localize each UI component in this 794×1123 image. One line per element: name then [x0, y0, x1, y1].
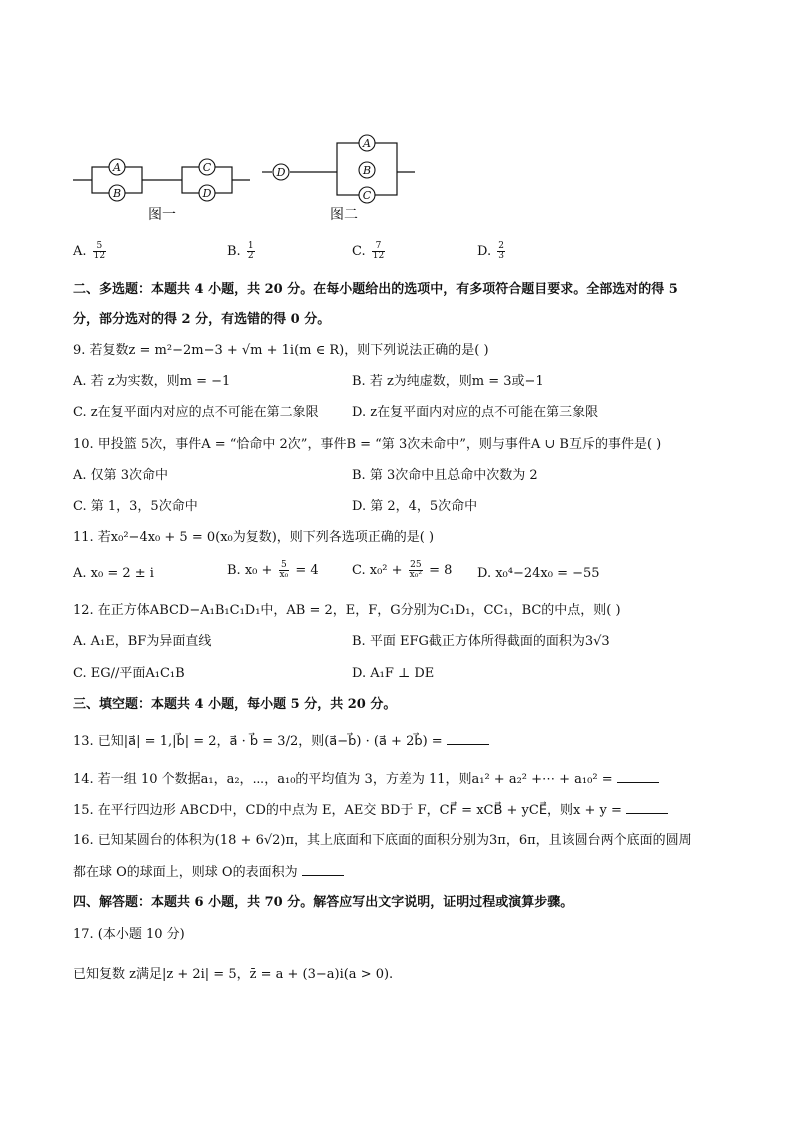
q13-answer-blank[interactable] — [447, 732, 489, 745]
q9-option-a[interactable]: A. 若 z为实数，则m = −1 — [73, 374, 231, 389]
q9-stem: 9. 若复数z = m²−2m−3 + √m + 1i(m ∈ R)，则下列说法正确的是( ) — [73, 343, 489, 358]
q12-option-a[interactable]: A. A₁E，BF为异面直线 — [73, 634, 212, 649]
q9-option-d[interactable]: D. z在复平面内对应的点不可能在第三象限 — [352, 405, 599, 420]
section2-heading-line1: 二、多选题：本题共 4 小题，共 20 分。在每小题给出的选项中，有多项符合题目要求。全部选对的得 5 — [73, 282, 678, 297]
figure-1-caption: 图一 — [148, 207, 176, 223]
q12-option-d[interactable]: D. A₁F ⊥ DE — [352, 666, 435, 681]
figure-2-caption: 图二 — [330, 207, 358, 223]
q15: 15. 在平行四边形 ABCD中，CD的中点为 E，AE交 BD于 F，CF⃗ = xCB⃗ + yCE⃗，则x + y = — [73, 801, 668, 820]
q17-body: 已知复数 z满足|z + 2i| = 5，z̄ = a + (3−a)i(a > 0). — [73, 967, 394, 982]
q10-option-d[interactable]: D. 第 2，4，5次命中 — [352, 499, 478, 514]
label-d-2: D — [276, 166, 286, 179]
label-d-1: D — [202, 187, 212, 200]
q9-option-c[interactable]: C. z在复平面内对应的点不可能在第二象限 — [73, 405, 319, 420]
q15-answer-blank[interactable] — [626, 801, 668, 814]
q8-option-b[interactable]: B. $\frac{1}{2}$ — [227, 241, 254, 261]
q11-stem: 11. 若x₀²−4x₀ + 5 = 0(x₀为复数)，则下列各选项正确的是( ) — [73, 530, 435, 545]
q16-line1: 16. 已知某圆台的体积为(18 + 6√2)π，其上底面和下底面的面积分别为3π，6π，且该圆台两个底面的圆周 — [73, 833, 692, 848]
q14: 14. 若一组 10 个数据a₁，a₂，⋯，a₁₀的平均值为 3，方差为 11，则a₁² + a₂² +⋯ + a₁₀² = — [73, 770, 659, 789]
q10-option-a[interactable]: A. 仅第 3次命中 — [73, 468, 169, 483]
q8-option-a[interactable]: A. $\frac{5}{12}$ — [73, 241, 106, 261]
section2-heading-line2: 分，部分选对的得 2 分，有选错的得 0 分。 — [73, 312, 331, 327]
q9-option-b[interactable]: B. 若 z为纯虚数，则m = 3或−1 — [352, 374, 544, 389]
q11-option-c[interactable]: C. x₀² + $\frac{25}{\text{x₀²}}$ = 8 — [352, 560, 453, 580]
q17-heading: 17. (本小题 10 分) — [73, 927, 185, 942]
label-a-1: A — [113, 161, 121, 174]
label-b-1: B — [112, 187, 122, 200]
q13: 13. 已知|a⃗| = 1,|b⃗| = 2，a⃗ · b⃗ = 3/2，则(a⃗−b⃗) · (a⃗ + 2b⃗) = — [73, 732, 489, 751]
circuit-figures — [0, 0, 794, 240]
q11-option-b[interactable]: B. x₀ + $\frac{5}{\text{x₀}}$ = 4 — [227, 560, 319, 580]
q10-option-c[interactable]: C. 第 1，3，5次命中 — [73, 499, 198, 514]
label-b-2: B — [362, 164, 372, 177]
q16-answer-blank[interactable] — [302, 863, 344, 876]
q12-stem: 12. 在正方体ABCD−A₁B₁C₁D₁中，AB = 2，E，F，G分别为C₁D₁，CC₁，BC的中点，则( ) — [73, 603, 621, 618]
section3-heading: 三、填空题：本题共 4 小题，每小题 5 分，共 20 分。 — [73, 697, 397, 712]
q16-line2: 都在球 O的球面上，则球 O的表面积为 — [73, 863, 344, 882]
q11-option-a[interactable]: A. x₀ = 2 ± i — [73, 566, 154, 581]
label-a-2: A — [363, 137, 371, 150]
q10-option-b[interactable]: B. 第 3次命中且总命中次数为 2 — [352, 468, 538, 483]
label-c-2: C — [362, 189, 372, 202]
q8-option-c[interactable]: C. $\frac{7}{12}$ — [352, 241, 385, 261]
q14-answer-blank[interactable] — [617, 770, 659, 783]
label-c-1: C — [202, 161, 212, 174]
q12-option-b[interactable]: B. 平面 EFG截正方体所得截面的面积为3√3 — [352, 634, 610, 649]
q12-option-c[interactable]: C. EG//平面A₁C₁B — [73, 666, 185, 681]
q8-option-d[interactable]: D. $\frac{2}{3}$ — [477, 241, 504, 261]
q10-stem: 10. 甲投篮 5次，事件A = “恰命中 2次”，事件B = “第 3次未命中”，则与事件A ∪ B互斥的事件是( ) — [73, 437, 662, 452]
section4-heading: 四、解答题：本题共 6 小题，共 70 分。解答应写出文字说明，证明过程或演算步骤。 — [73, 895, 574, 910]
q11-option-d[interactable]: D. x₀⁴−24x₀ = −55 — [477, 566, 600, 581]
